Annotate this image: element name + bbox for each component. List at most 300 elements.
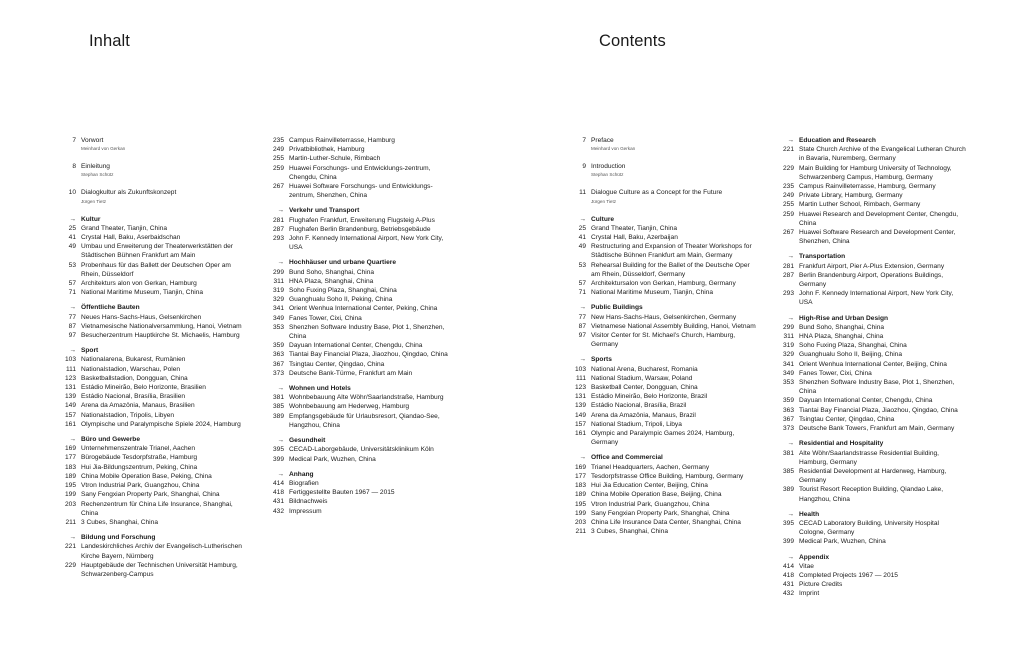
entry-title: Vietnamesische Nationalversammlung, Hanoi, Vietnam: [81, 322, 242, 330]
entry-title: Olympic and Paralympic Games 2024, Hamburg, Germany: [591, 430, 735, 447]
toc-entry: [58, 411, 248, 420]
page-number: 281: [272, 216, 284, 224]
entry-title: Tiantai Bay Financial Plaza, Jiaozhou, Qingdao, China: [289, 351, 448, 359]
entry-title: Shenzhen Software Industry Base, Plot 1, Shenzhen, China: [289, 323, 445, 341]
toc-section: [58, 215, 248, 298]
page-number: 311: [783, 333, 794, 341]
toc-entry: [568, 383, 758, 392]
entry-title: Campus Rainvilleterrasse, Hamburg: [289, 137, 395, 144]
page-number: 77: [578, 313, 586, 321]
entry-title: Nationalarena, Bukarest, Rumänien: [81, 356, 186, 364]
arrow-icon: →: [69, 436, 76, 444]
toc-entry: [568, 463, 758, 472]
toc-entry: [266, 350, 456, 359]
page-number: 161: [574, 430, 586, 438]
section-heading: [58, 303, 248, 312]
toc-entry: [776, 323, 966, 332]
entry-title: Impressum: [289, 507, 322, 515]
entry-title: Dialogkultur als Zukunftskonzept: [81, 189, 177, 197]
toc-entry: [266, 216, 456, 225]
entry-title: Sany Fengxian Property Park, Shanghai, China: [81, 491, 220, 499]
toc-entry: [58, 500, 248, 518]
arrow-icon: →: [787, 553, 794, 561]
toc-entry: [776, 210, 966, 228]
toc-entry: [266, 225, 456, 234]
toc-entry: [266, 304, 456, 313]
toc-section: [568, 303, 758, 349]
entry-title: Umbau und Erweiterung der Theaterwerkstätten der Städtischen Bühnen Frankfurt am Main: [81, 243, 233, 260]
page-number: 363: [782, 406, 794, 414]
section-heading-text: Residential and Hospitality: [799, 440, 884, 448]
entry-title: Visitor Center for St. Michael’s Church, Hamburg, Germany: [591, 332, 736, 349]
entry-title: Basketballstadion, Dongguan, China: [81, 374, 188, 382]
toc-entry: [568, 224, 758, 233]
entry-title: Besucherzentrum Hauptkirche St. Michaelis, Hamburg: [81, 332, 240, 340]
toc-entry: [568, 481, 758, 490]
entry-title: Dayuan International Center, Chengdu, China: [289, 342, 423, 350]
entry-title: Guanghualu Soho II, Beijing, China: [799, 351, 903, 359]
entry-title: Empfangsgebäude für Urlaubsresort, Qiandao-See, Hangzhou, China: [289, 412, 440, 429]
page-number: 229: [64, 561, 76, 569]
entry-title: Tsingtau Center, Qingdao, China: [799, 415, 895, 423]
entry-title: Bürogebäude Tesdorpfstraße, Hamburg: [81, 454, 198, 462]
entry-title: Soho Fuxing Plaza, Shanghai, China: [799, 342, 907, 350]
page-number: 249: [272, 146, 284, 154]
entry-title: Vtron Industrial Park, Guangzhou, China: [591, 500, 710, 508]
toc-entry: [266, 182, 456, 200]
page-number: 353: [782, 379, 794, 387]
entry-title: Main Building for Hamburg University of Technology, Schwarzenberg Campus, Hamburg, Germany: [799, 164, 952, 181]
entry-title: Wohnbebauung Alte Wöhr/Saarlandstraße, Hamburg: [289, 394, 444, 402]
page-number: 385: [272, 403, 284, 411]
page-title: Inhalt: [89, 32, 130, 50]
toc-entry: [776, 289, 966, 307]
toc-entry: [776, 164, 966, 182]
toc-section: [776, 439, 966, 503]
entry-title: China Mobile Operation Base, Beijing, China: [591, 491, 722, 499]
toc-entry: [568, 233, 758, 242]
toc-entry: [266, 445, 456, 454]
entry-title: Estádio Mineirão, Belo Horizonte, Brasilien: [81, 384, 206, 392]
entry-title: Shenzhen Software Industry Base, Plot 1, Shenzhen, China: [799, 379, 955, 396]
entry-title: Sany Fengxian Property Park, Shanghai, China: [591, 509, 730, 517]
section-heading-text: Anhang: [289, 470, 314, 478]
page-number: 131: [64, 384, 76, 392]
toc-entry: [58, 242, 248, 260]
toc-entry: [58, 313, 248, 322]
toc-column: [568, 136, 758, 536]
page-number: 432: [272, 507, 284, 515]
arrow-icon: →: [579, 454, 586, 462]
toc-section: [568, 453, 758, 536]
section-heading-text: Büro und Gewerbe: [81, 436, 140, 444]
page-number: 169: [64, 445, 76, 453]
toc-entry: [568, 500, 758, 509]
entry-title: 3 Cubes, Shanghai, China: [591, 528, 668, 536]
page-number: 25: [68, 224, 76, 232]
section-heading-text: Hochhäuser und urbane Quartiere: [289, 259, 396, 267]
toc-entry: [266, 369, 456, 378]
toc-entry: [58, 463, 248, 472]
entry-title: Landeskirchliches Archiv der Evangelisch-Lutherischen Kirche Bayern, Nürnberg: [81, 543, 242, 560]
arrow-icon: →: [277, 259, 284, 267]
entry-title: China Mobile Operation Base, Peking, China: [81, 472, 212, 480]
section-heading: [58, 435, 248, 444]
entry-title: Einleitung: [81, 163, 110, 171]
toc-entry: [58, 392, 248, 401]
toc-entry: [568, 313, 758, 322]
entry-title: Estádio Nacional, Brasília, Brasilien: [81, 393, 186, 401]
page-number: 139: [64, 393, 76, 401]
toc-entry: [776, 191, 966, 200]
entry-title: Biografien: [289, 479, 319, 487]
page-number: 373: [272, 369, 284, 377]
section-heading-text: Kultur: [81, 215, 101, 223]
entry-title: Soho Fuxing Plaza, Shanghai, China: [289, 287, 397, 295]
toc-entry: [776, 228, 966, 246]
right-page: [510, 0, 1020, 670]
toc-section: [58, 162, 248, 178]
entry-title: Bund Soho, Shanghai, China: [799, 323, 885, 331]
toc-entry: [776, 341, 966, 350]
toc-entry: [568, 331, 758, 349]
section-heading: [776, 252, 966, 261]
section-heading: [266, 258, 456, 267]
arrow-icon: →: [787, 253, 794, 261]
toc-entry: [58, 490, 248, 499]
page-number: 432: [782, 590, 794, 598]
toc-entry: [776, 271, 966, 289]
entry-title: Tsingtau Center, Qingdao, China: [289, 360, 385, 368]
page-number: 177: [64, 454, 76, 462]
page-number: 49: [68, 243, 76, 251]
entry-title: Wohnbebauung am Hederweg, Hamburg: [289, 403, 410, 411]
page-number: 195: [574, 500, 586, 508]
page-number: 25: [578, 224, 586, 232]
entry-title: HNA Plaza, Shanghai, China: [289, 277, 374, 285]
entry-title: Architekturs alon von Gerkan, Hamburg: [81, 280, 197, 288]
toc-section: [266, 470, 456, 516]
page-number: 149: [574, 411, 586, 419]
toc-section: [266, 206, 456, 252]
section-heading: [568, 355, 758, 364]
entry-title: Introduction: [591, 163, 626, 171]
entry-title: Medical Park, Wuzhen, China: [289, 455, 376, 463]
page-number: 359: [782, 397, 794, 405]
toc-entry: [58, 322, 248, 331]
page-number: 385: [782, 467, 794, 475]
toc-entry: [58, 472, 248, 481]
section-heading-text: Office and Commercial: [591, 454, 663, 462]
entry-title: Huawei Software Research and Development Center, Shenzhen, China: [799, 229, 956, 246]
toc-entry: [568, 279, 758, 288]
entry-title: Huawei Software Forschungs- und Entwicklungs-zentrum, Shenzhen, China: [289, 183, 433, 200]
toc-section: [58, 346, 248, 429]
arrow-icon: →: [277, 470, 284, 478]
toc-section: [568, 355, 758, 447]
page-number: 157: [64, 411, 76, 419]
toc-entry: [568, 429, 758, 447]
entry-title: Crystal Hall, Baku, Azerbaijan: [591, 234, 678, 242]
entry-title: Privatbibliothek, Hamburg: [289, 146, 365, 154]
arrow-icon: →: [69, 534, 76, 542]
entry-title: Picture Credits: [799, 581, 843, 589]
toc-entry: [266, 286, 456, 295]
entry-title: Private Library, Hamburg, Germany: [799, 192, 903, 200]
section-heading: [58, 533, 248, 542]
section-heading-text: Gesundheit: [289, 437, 326, 445]
section-heading-text: Health: [799, 510, 820, 518]
page-number: 399: [782, 538, 794, 546]
entry-title: New Hans-Sachs-Haus, Gelsenkirchen, Germany: [591, 313, 737, 321]
toc-entry: [58, 374, 248, 383]
toc-entry: [58, 542, 248, 560]
toc-entry: [568, 261, 758, 279]
entry-title: Completed Projects 1967 — 2015: [799, 571, 898, 579]
arrow-icon: →: [69, 304, 76, 312]
section-heading-text: Appendix: [799, 553, 830, 561]
toc-entry: [776, 145, 966, 163]
page-number: 267: [272, 183, 284, 191]
toc-section: [776, 252, 966, 307]
page-number: 10: [68, 189, 76, 197]
toc-entry: [58, 453, 248, 462]
page-number: 8: [72, 163, 76, 171]
page-number: 199: [64, 491, 76, 499]
page-number: 11: [579, 189, 586, 197]
page-number: 53: [68, 261, 76, 269]
entry-title: Hui Jia-Bildungszentrum, Peking, China: [81, 463, 198, 471]
page-number: 267: [782, 229, 794, 237]
entry-title: National Stadium, Tripoli, Libya: [591, 420, 682, 428]
page-number: 431: [782, 581, 794, 589]
page-title: Contents: [599, 32, 666, 50]
entry-title: John F. Kennedy International Airport, New York City, USA: [799, 290, 954, 307]
entry-author: Meinhard von Gerkan: [81, 146, 126, 152]
toc-section: [266, 436, 456, 464]
page-number: 161: [64, 420, 76, 428]
toc-section: [58, 435, 248, 527]
page-number: 229: [782, 164, 794, 172]
section-heading: [776, 314, 966, 323]
toc-entry: [568, 374, 758, 383]
toc-entry: [266, 268, 456, 277]
toc-entry: [58, 233, 248, 242]
toc-entry: [568, 411, 758, 420]
toc-entry: [568, 401, 758, 410]
section-heading: [266, 384, 456, 393]
entry-title: China Life Insurance Data Center, Shanghai, China: [591, 518, 741, 526]
toc-entry: [58, 383, 248, 392]
toc-entry: [776, 332, 966, 341]
toc-entry: [568, 365, 758, 374]
toc-entry: [776, 350, 966, 359]
entry-title: Campus Rainvilleterrasse, Hamburg, Germany: [799, 183, 936, 191]
toc-entry: [568, 162, 758, 178]
page-number: 111: [65, 365, 76, 373]
entry-title: Bund Soho, Shanghai, China: [289, 268, 375, 276]
page-number: 77: [68, 313, 76, 321]
page-number: 57: [68, 280, 76, 288]
page-number: 211: [65, 518, 76, 526]
toc-entry: [776, 360, 966, 369]
toc-entry: [58, 261, 248, 279]
toc-entry: [266, 164, 456, 182]
toc-entry: [58, 444, 248, 453]
toc-entry: [58, 288, 248, 297]
page-number: 329: [782, 351, 794, 359]
page-number: 123: [574, 384, 586, 392]
page-number: 7: [72, 137, 76, 144]
toc-entry: [58, 331, 248, 340]
toc-entry: [58, 188, 248, 204]
entry-title: National Stadium, Warsaw, Poland: [591, 374, 693, 382]
toc-entry: [568, 392, 758, 401]
entry-title: CECAD Laboratory Building, University Hospital Cologne, Germany: [799, 519, 939, 537]
entry-title: Fertiggestellte Bauten 1967 — 2015: [289, 489, 395, 497]
page-number: 259: [782, 210, 794, 218]
page-number: 299: [782, 323, 794, 331]
entry-title: HNA Plaza, Shanghai, China: [799, 333, 884, 341]
entry-title: Basketball Center, Dongguan, China: [591, 384, 698, 392]
toc-entry: [266, 402, 456, 411]
entry-title: Dialogue Culture as a Concept for the Future: [591, 189, 723, 197]
page-number: 199: [574, 509, 586, 517]
arrow-icon: →: [787, 314, 794, 322]
toc-entry: [568, 188, 758, 204]
toc-entry: [58, 136, 248, 152]
page-number: 203: [574, 518, 586, 526]
entry-title: Flughafen Berlin Brandenburg, Betriebsgebäude: [289, 225, 431, 233]
page-number: 235: [782, 183, 794, 191]
toc-entry: [58, 355, 248, 364]
entry-title: Arena da Amazônia, Manaus, Brasilien: [81, 402, 195, 410]
section-heading: [568, 215, 758, 224]
entry-title: Frankfurt Airport, Pier A-Plus Extension, Germany: [799, 262, 945, 270]
page-number: 341: [782, 360, 794, 368]
page-number: 49: [578, 243, 586, 251]
toc-entry: [58, 420, 248, 429]
entry-title: Bildnachweis: [289, 498, 328, 506]
page-number: 41: [578, 234, 586, 242]
page-number: 139: [574, 402, 586, 410]
toc-entry: [776, 424, 966, 433]
entry-title: Alte Wöhr/Saarlandstrasse Residential Building, Hamburg, Germany: [799, 449, 940, 466]
entry-title: Fanes Tower, Cixi, China: [799, 369, 872, 377]
entry-title: Unternehmenszentrale Trianel, Aachen: [81, 445, 195, 453]
toc-entry: [776, 262, 966, 271]
toc-entry: [266, 314, 456, 323]
toc-entry: [266, 323, 456, 341]
section-heading-text: Öffentliche Bauten: [81, 304, 140, 312]
page-number: 183: [64, 463, 76, 471]
entry-title: State Church Archive of the Evangelical Lutheran Church in Bavaria, Nuremberg, Germany: [799, 146, 966, 163]
entry-title: Grand Theater, Tianjin, China: [81, 224, 168, 232]
toc-entry: [266, 360, 456, 369]
entry-author: Jürgen Tietz: [591, 198, 617, 204]
toc-entry: [266, 341, 456, 350]
section-heading-text: Verkehr und Transport: [289, 207, 360, 215]
entry-title: Orient Wenhua International Center, Peking, China: [289, 305, 438, 313]
entry-title: Neues Hans-Sachs-Haus, Gelsenkirchen: [81, 313, 202, 321]
entry-title: Probenhaus für das Ballett der Deutschen Oper am Rhein, Düsseldorf: [81, 261, 231, 278]
page-number: 131: [574, 393, 586, 401]
entry-title: CECAD-Laborgebäude, Universitätsklinikum Köln: [289, 446, 434, 454]
entry-title: Vietnamese National Assembly Building, Hanoi, Vietnam: [591, 322, 756, 330]
toc-entry: [776, 406, 966, 415]
entry-title: Vorwort: [81, 137, 104, 144]
page-number: 349: [272, 314, 284, 322]
section-heading-text: Bildung und Forschung: [81, 534, 156, 542]
toc-entry: [266, 295, 456, 304]
entry-author: Jürgen Tietz: [81, 198, 107, 204]
page-number: 381: [782, 449, 794, 457]
page-number: 183: [574, 482, 586, 490]
toc-entry: [266, 488, 456, 497]
toc-entry: [58, 401, 248, 410]
toc-entry: [776, 571, 966, 580]
page-number: 103: [574, 365, 586, 373]
page-number: 71: [68, 289, 76, 297]
page-number: 319: [782, 342, 794, 350]
entry-title: Rehearsal Building for the Ballet of the Deutsche Oper am Rhein, Düsseldorf, Germany: [591, 261, 750, 278]
page-number: 211: [575, 528, 586, 536]
page-number: 319: [272, 287, 284, 295]
toc-entry: [568, 242, 758, 260]
toc-entry: [58, 279, 248, 288]
page-number: 189: [64, 472, 76, 480]
page-number: 363: [272, 351, 284, 359]
section-heading: [568, 453, 758, 462]
section-heading-text: Public Buildings: [591, 304, 643, 312]
page-number: 111: [575, 374, 586, 382]
page-number: 414: [272, 479, 284, 487]
page-number: 389: [782, 486, 794, 494]
entry-title: Orient Wenhua International Center, Beijing, China: [799, 360, 947, 368]
entry-title: Deutsche Bank Towers, Frankfurt am Main, Germany: [799, 425, 955, 433]
section-heading: [776, 553, 966, 562]
entry-title: Preface: [591, 137, 614, 144]
page-number: 203: [64, 500, 76, 508]
section-heading-text: Sport: [81, 347, 99, 355]
entry-title: National Arena, Bucharest, Romania: [591, 365, 698, 373]
entry-title: Nationalstadion, Warschau, Polen: [81, 365, 181, 373]
toc-entry: [568, 136, 758, 152]
toc-section: [58, 136, 248, 152]
toc-entry: [58, 224, 248, 233]
toc-entry: [776, 562, 966, 571]
page-number: 329: [272, 296, 284, 304]
toc-entry: [568, 420, 758, 429]
page-number: 57: [578, 280, 586, 288]
section-heading: [776, 136, 966, 145]
page-number: 71: [578, 289, 586, 297]
toc-column: [776, 136, 966, 599]
entry-title: Vitae: [799, 562, 814, 570]
page-number: 349: [782, 369, 794, 377]
toc-section: [266, 136, 456, 200]
page-number: 249: [782, 192, 794, 200]
toc-entry: [266, 393, 456, 402]
toc-entry: [776, 369, 966, 378]
entry-title: Fanes Tower, Cixi, China: [289, 314, 362, 322]
entry-title: Crystal Hall, Baku, Aserbaidschan: [81, 234, 181, 242]
page-number: 259: [272, 164, 284, 172]
arrow-icon: →: [69, 215, 76, 223]
entry-title: Flughafen Frankfurt, Erweiterung Flugsteig A-Plus: [289, 216, 435, 224]
toc-entry: [266, 154, 456, 163]
section-heading-text: Transportation: [799, 253, 846, 261]
